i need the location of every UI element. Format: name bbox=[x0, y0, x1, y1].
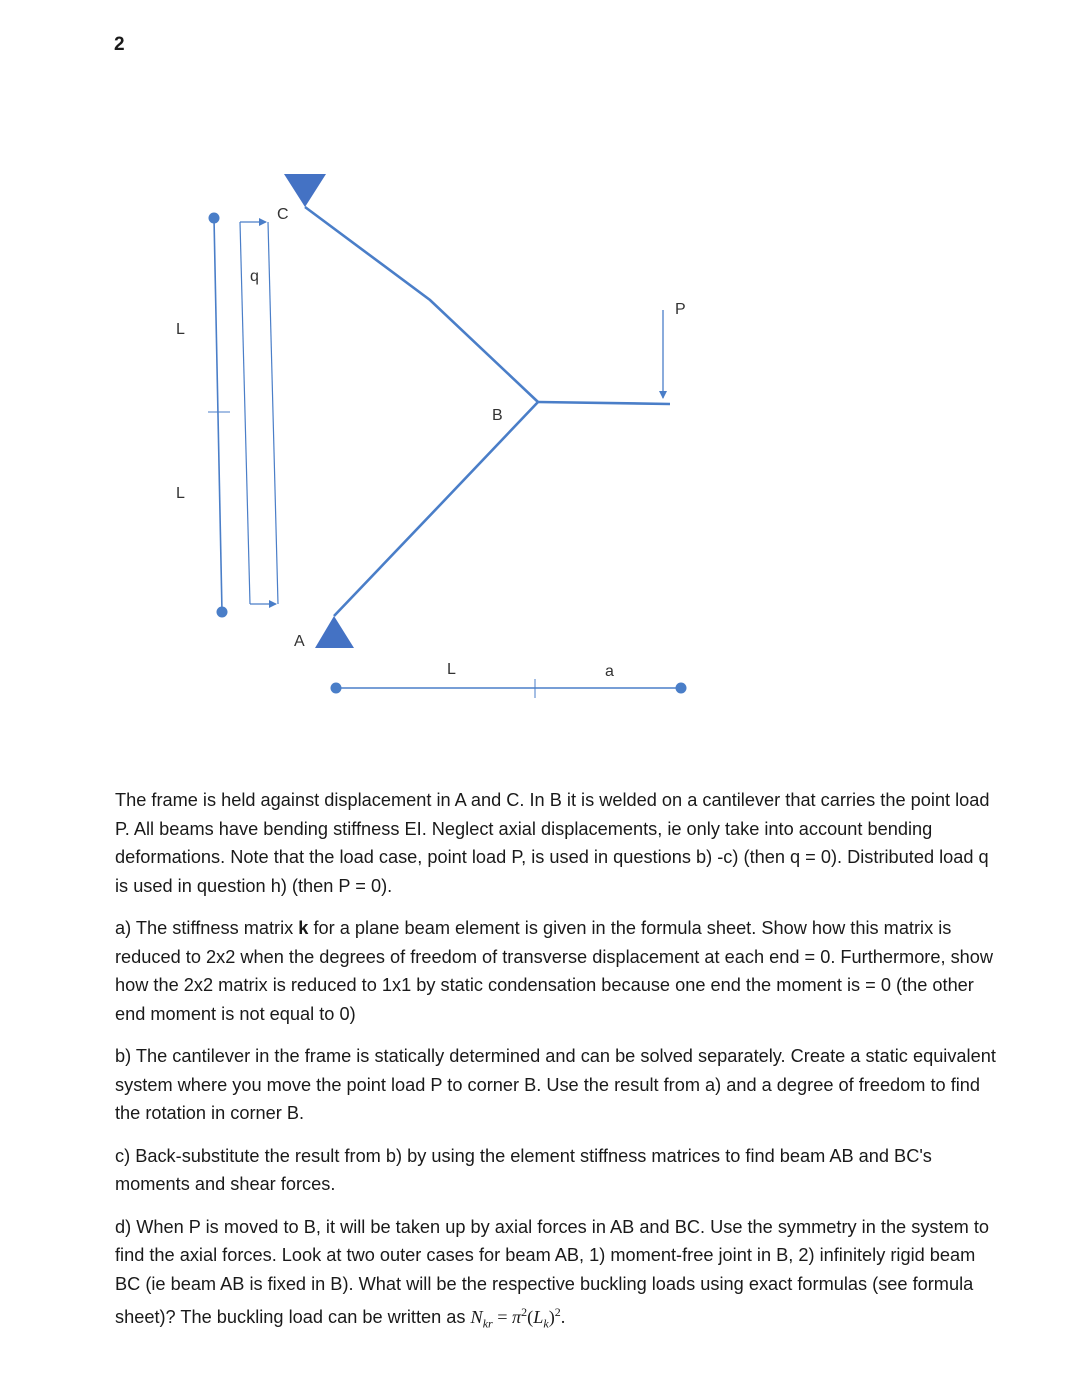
dimension-end-dot-left bbox=[331, 683, 342, 694]
beam-cb bbox=[305, 207, 538, 402]
paragraph-c: c) Back-substitute the result from b) by using the element stiffness matrices to find beam AB and BC's moments and shear forces. bbox=[115, 1145, 932, 1194]
cantilever bbox=[538, 402, 670, 404]
label-p: P bbox=[675, 301, 686, 318]
problem-text bbox=[115, 786, 1005, 1352]
buckling-formula: $N_{kr} = \pi^2(L_k)^2$. bbox=[470, 1305, 566, 1331]
paragraph-d: d) When P is moved to B, it will be taken up by axial forces in AB and BC. Use the symmetry in the system to find the axial forces. Look at two outer cases for beam AB, 1) moment-free joint in B, 2) infinitely rigid beam BC (ie beam AB is fixed in B). What will be the respective buckling loads using exact formulas (see formula sheet)? The buckling load can be written as $N_{kr} = \pi^2(L_k)^2$. bbox=[115, 1216, 990, 1331]
dimension-end-dot-right bbox=[676, 683, 687, 694]
paragraph-b: b) The cantilever in the frame is statically determined and can be solved separately. Create a static equivalent system where you move the point load P to corner B. Use the result from a) and a degree of freedom to find the rotation in corner B. bbox=[115, 1046, 996, 1123]
label-l-upper: L bbox=[176, 321, 185, 338]
label-l-lower: L bbox=[176, 485, 185, 502]
paragraph-a: a) The stiffness matrix k for a plane beam element is given in the formula sheet. Show how this matrix is reduced to 2x2 when the degrees of freedom of transverse displacement at each end = 0. Furthermore, show how the 2x2 matrix is reduced to 1x1 by static condensation because one end the moment is = 0 (the other end moment is not equal to 0) bbox=[115, 918, 994, 1024]
support-c bbox=[284, 174, 326, 207]
label-c: C bbox=[277, 206, 289, 223]
stiffness-matrix-symbol: k bbox=[298, 918, 309, 938]
page-number: 2 bbox=[114, 34, 125, 55]
label-a-length: a bbox=[605, 663, 614, 680]
label-l-horizontal: L bbox=[447, 661, 456, 678]
label-b: B bbox=[492, 407, 503, 424]
support-a bbox=[315, 616, 354, 648]
beam-ab bbox=[334, 402, 538, 616]
vertical-dimension bbox=[208, 213, 230, 618]
label-a-support: A bbox=[294, 633, 305, 650]
dimension-end-dot-top bbox=[209, 213, 220, 224]
distributed-load-q bbox=[240, 222, 278, 604]
dimension-end-dot-bottom bbox=[217, 607, 228, 618]
horizontal-dimension bbox=[331, 679, 687, 698]
label-q: q bbox=[250, 268, 259, 285]
paragraph-intro: The frame is held against displacement in A and C. In B it is welded on a cantilever that carries the point load P. All beams have bending stiffness EI. Neglect axial displacements, ie only take into account bending deformations. Note that the load case, point load P, is used in questions b) -c) (then q = 0). Distributed load q is used in question h) (then P = 0). bbox=[115, 790, 990, 896]
